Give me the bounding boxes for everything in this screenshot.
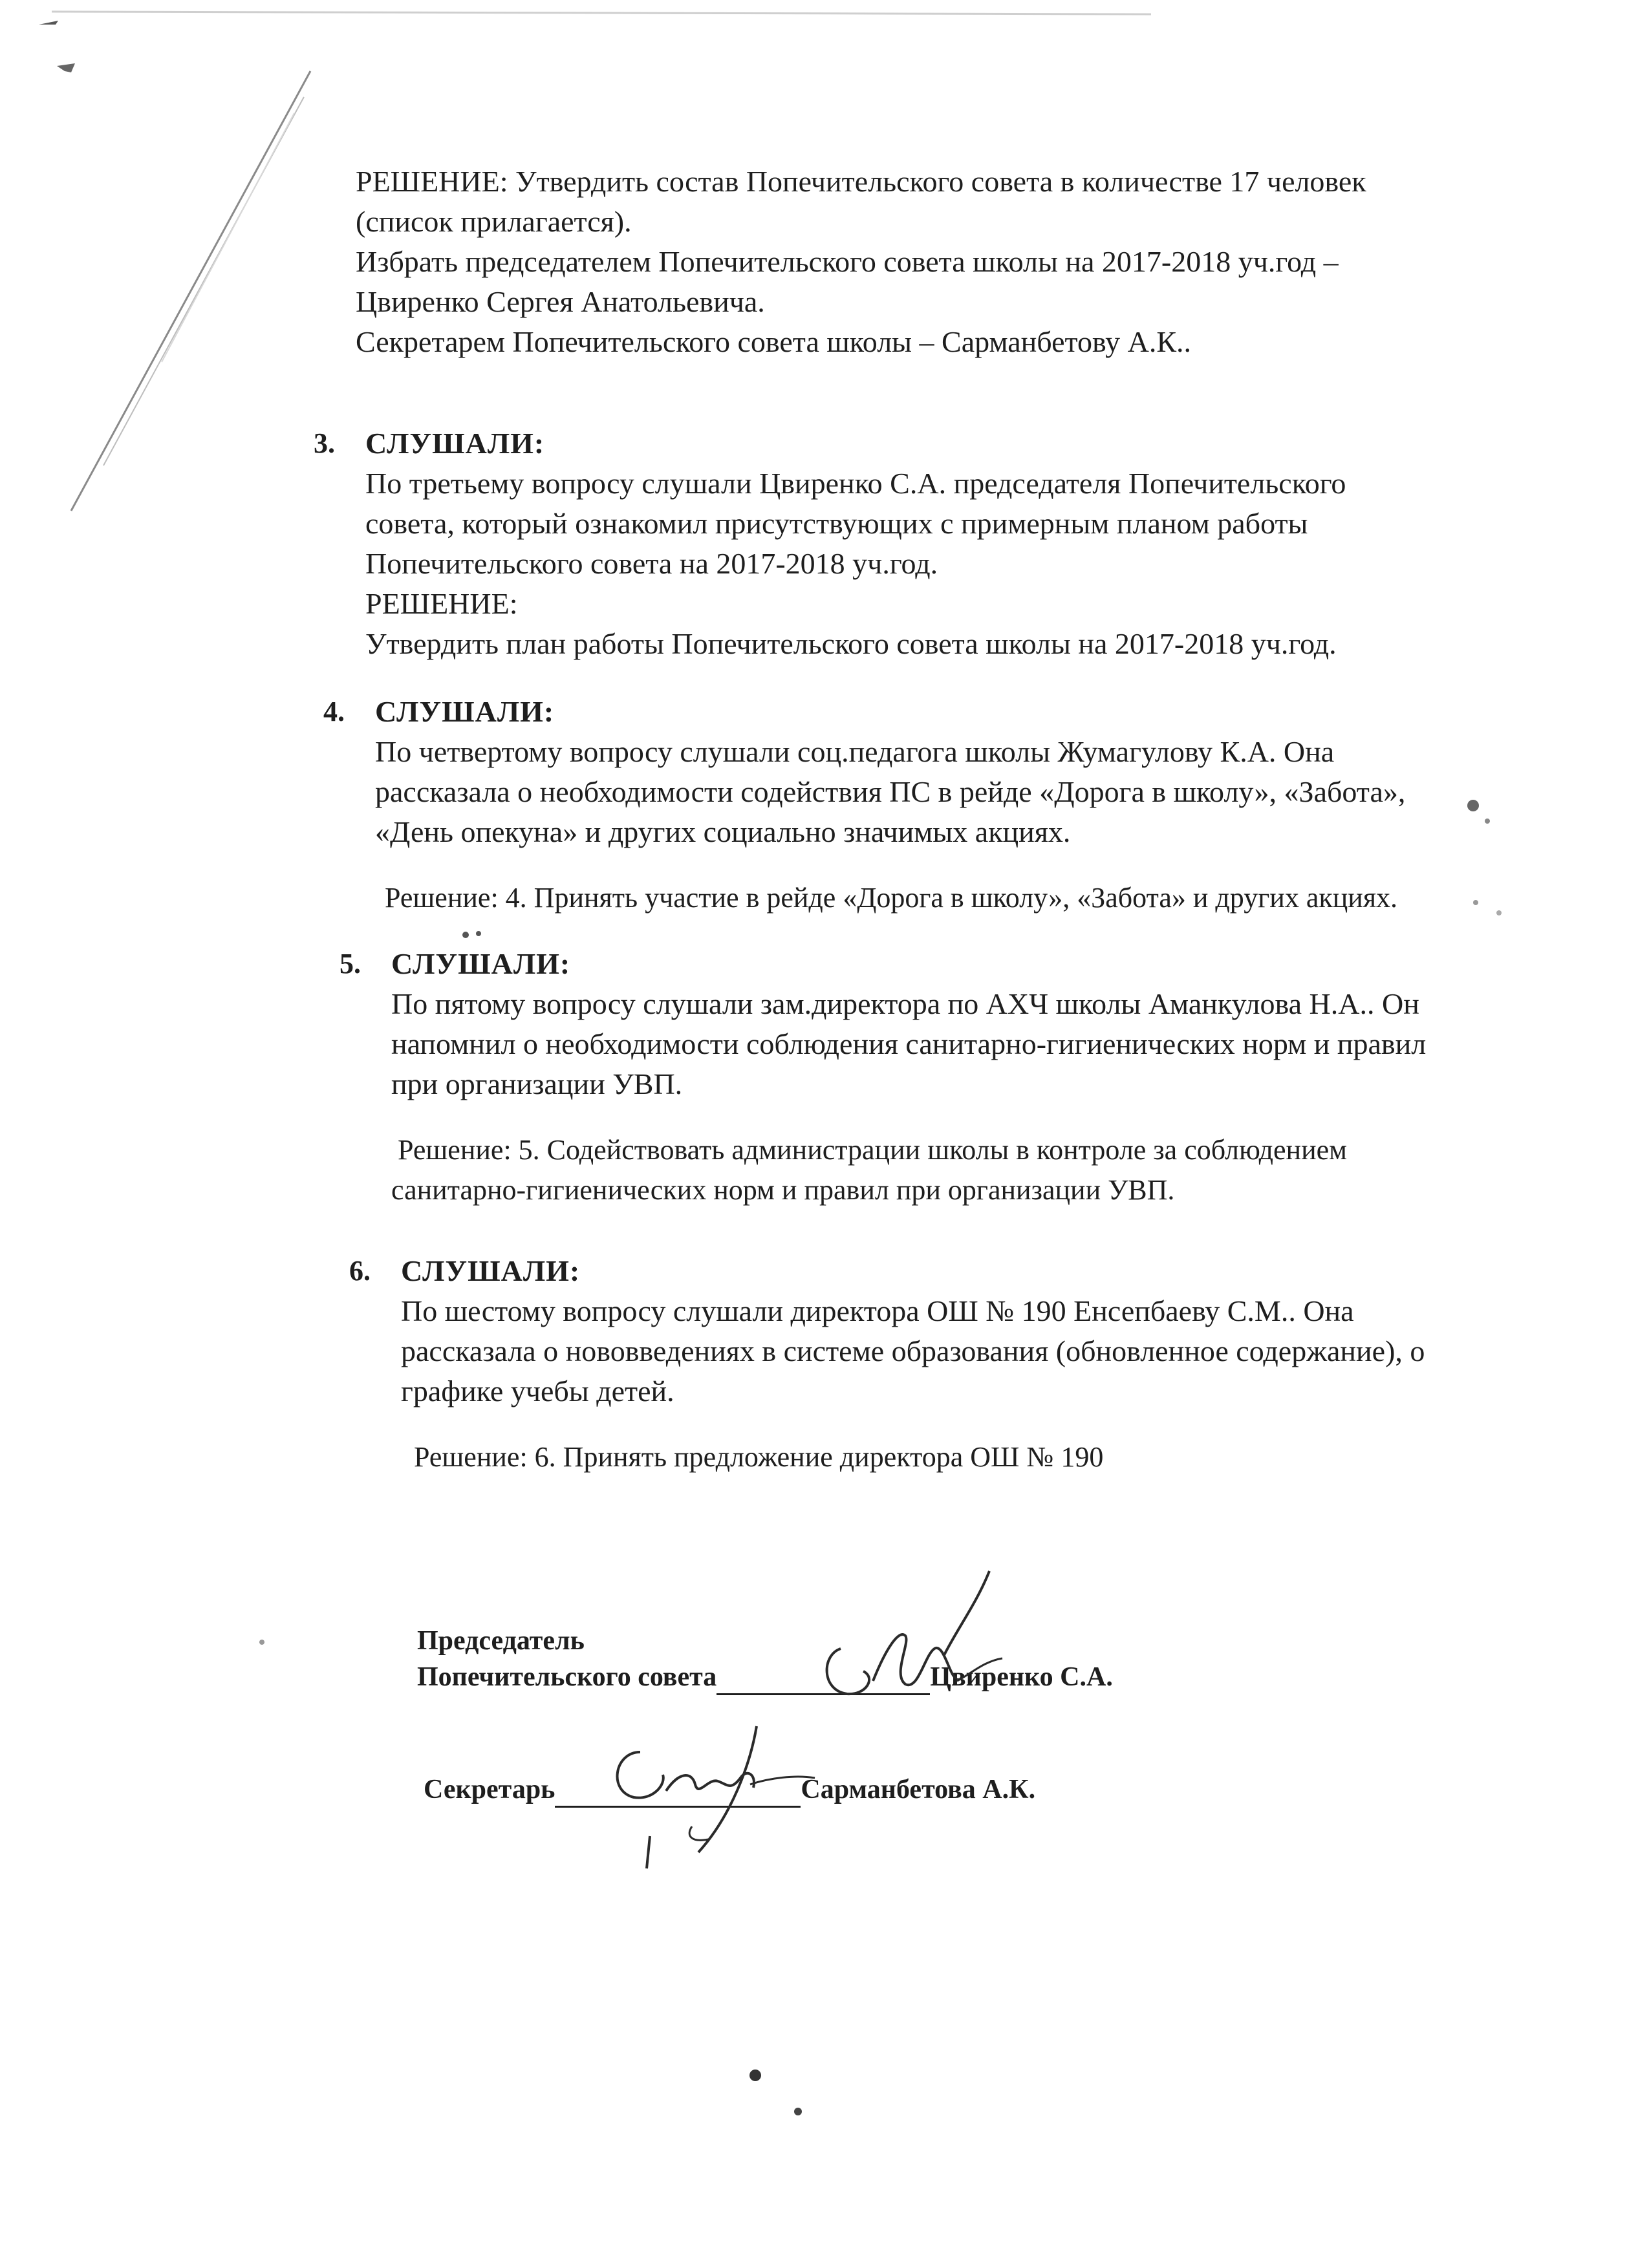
item-number: 4. xyxy=(323,696,345,727)
decision-text: Цвиренко Сергея Анатольевича. xyxy=(356,285,765,318)
decision-label: РЕШЕНИЕ: xyxy=(365,587,518,620)
chair-title-2: Попечительского совета xyxy=(417,1662,717,1692)
item-heading: СЛУШАЛИ: xyxy=(365,427,545,460)
chair-title: Председатель xyxy=(417,1626,585,1656)
item-number: 6. xyxy=(349,1255,371,1287)
decision-text: Избрать председателем Попечительского совета школы на 2017-2018 уч.год – xyxy=(356,245,1339,278)
agenda-item-4 xyxy=(323,692,1604,918)
agenda-item-3 xyxy=(314,423,1594,664)
item-text: Попечительского совета на 2017-2018 уч.год. xyxy=(365,547,938,580)
item-text: «День опекуна» и других социально значимых акциях. xyxy=(375,815,1071,848)
chair-handwritten-signature xyxy=(795,1552,1041,1720)
secretary-title: Секретарь xyxy=(424,1775,555,1804)
decision-text: Решение: 5. Содействовать администрации школы в контроле за соблюдением xyxy=(398,1134,1348,1166)
item-text: По третьему вопросу слушали Цвиренко С.А. председателя Попечительского xyxy=(365,467,1346,500)
item-number: 5. xyxy=(339,948,361,979)
decision-text: Решение: 6. Принять предложение директора ОШ № 190 xyxy=(414,1441,1104,1473)
decision-text: Решение: 4. Принять участие в рейде «Дорога в школу», «Забота» и других акциях. xyxy=(385,882,1398,914)
item-number: 3. xyxy=(314,427,335,459)
agenda-item-6 xyxy=(349,1251,1630,1477)
decision-text: (список прилагается). xyxy=(356,205,632,238)
decision-text: Утвердить план работы Попечительского совета школы на 2017-2018 уч.год. xyxy=(365,627,1337,660)
item-text: при организации УВП. xyxy=(391,1067,683,1100)
agenda-item-5 xyxy=(339,944,1620,1210)
item-text: совета, который ознакомил присутствующих с примерным планом работы xyxy=(365,507,1308,540)
item-text: По пятому вопросу слушали зам.директора по АХЧ школы Аманкулова Н.А.. Он xyxy=(391,987,1419,1020)
item-heading: СЛУШАЛИ: xyxy=(391,947,571,980)
item-heading: СЛУШАЛИ: xyxy=(375,695,555,728)
decision-text: РЕШЕНИЕ: Утвердить состав Попечительского совета в количестве 17 человек xyxy=(356,165,1366,198)
item-text: графике учебы детей. xyxy=(401,1375,674,1407)
intro-decision xyxy=(356,162,1584,362)
secretary-name: Сарманбетова А.К. xyxy=(801,1775,1036,1804)
item-text: По шестому вопросу слушали директора ОШ № 190 Енсепбаеву С.М.. Она xyxy=(401,1294,1354,1327)
secretary-handwritten-signature xyxy=(601,1713,834,1881)
decision-text: санитарно-гигиенических норм и правил при организации УВП. xyxy=(391,1174,1175,1206)
item-text: По четвертому вопросу слушали соц.педагога школы Жумагулову К.А. Она xyxy=(375,735,1335,768)
item-text: рассказала о необходимости содействия ПС в рейде «Дорога в школу», «Забота», xyxy=(375,775,1406,808)
chair-name: Цвиренко С.А. xyxy=(930,1662,1113,1692)
decision-text: Секретарем Попечительского совета школы – Сарманбетову А.К.. xyxy=(356,325,1192,358)
item-heading: СЛУШАЛИ: xyxy=(401,1254,581,1287)
item-text: рассказала о нововведениях в системе образования (обновленное содержание), о xyxy=(401,1334,1425,1367)
item-text: напомнил о необходимости соблюдения санитарно-гигиенических норм и правил xyxy=(391,1027,1427,1060)
